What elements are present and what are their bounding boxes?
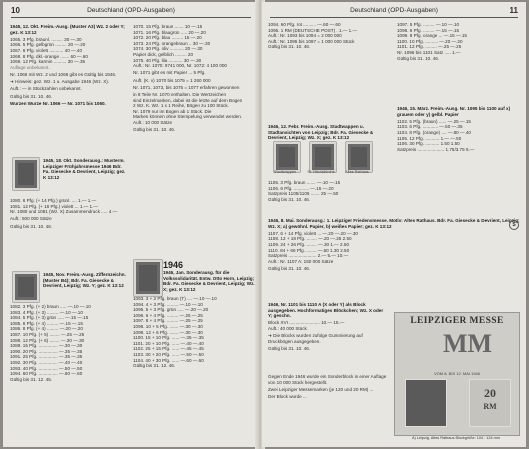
running-title: Deutschland (OPD-Ausgaben) (350, 7, 438, 14)
catalog-entry: 1106. 30 Pfg. ........... 1.50 1.50 (397, 141, 460, 147)
left-column-1 (10, 24, 128, 108)
catalog-entry: Satzpreis 1105/1106 ....... 25 —.50 (268, 191, 339, 197)
sheet-title: LEIPZIGER MESSE (410, 316, 504, 326)
sheet-dates: VOM 8. BIS 12. MAI 1946 (433, 371, 481, 376)
catalog-entry: 1100. 10 Pfg. .......... —.20 —.20 (397, 38, 463, 44)
catalog-entry: 1094. 60 Pfg. rot .......... —.60 —.60 (268, 22, 341, 27)
catalog-entry: 1082. 3 Pfg. (+ 2) braun ..... —.10 —.10 (10, 304, 91, 309)
catalog-entry: 1101. 12 Pfg. ......... —.25 —.25 (397, 44, 462, 50)
issue-heading: 1946, Nr. 1101 bis 1110 A (X oder Y) als Block ausgegeben. Hochformatiges Blöckchen; Wz. X oder Y; geschn. (268, 302, 384, 319)
stamp-image (134, 260, 162, 296)
catalog-entry: 1109. 24 + 26 Pfg. ........ —.30 1.— 2.50 (268, 241, 349, 247)
edition-note: Auft.: Nr. 1070: 9741 000, Nr. 1072: 4 100 000 (133, 63, 227, 69)
stamp-image (469, 379, 511, 427)
stamp-image (13, 272, 39, 302)
right-column-1-top (268, 22, 388, 52)
catalog-entry: 1084. 5 Pfg. (+ 3) grün ..... —.15 —.15 (10, 315, 89, 321)
catalog-entry: 1093. 40 Pfg. ............... —.50 —.50 (10, 365, 83, 371)
validity-note: Gültig bis 31. 10. 46. (133, 127, 176, 133)
catalog-entry: 1097. 8 + 4 Pfg. ......... —.25 —.25 (133, 318, 203, 324)
catalog-entry: 1094. 60 Pfg. ............... —.60 —.60 (10, 371, 83, 377)
left-page (3, 2, 259, 447)
catalog-entry: 1098. 6 Pfg. ......... —.15 —.15 (397, 27, 460, 33)
catalog-entry: 1101. 20 + 10 Pfg. ...... —.40 —.40 (133, 340, 204, 346)
note-text: Zwei Leipziger Messemarken (je 120 und 20 RM) ... (268, 386, 374, 392)
section-b (43, 272, 129, 290)
stamp-currency: RM (483, 402, 497, 411)
catalog-entry: 1097. 5 Pfg. ......... —.10 —.10 (397, 22, 460, 27)
catalog-entry: 1102. 5 Pfg. (braun) ...... —.25 —.15 (397, 118, 471, 124)
issue-heading: 1946, Jan. Sonderausg. für die Volkssolidarität. Entw. Otto Horn, Leipzig; Bdr. Fa. Giesecke & Devrient, Leipzig; Wz. X; gez. K 13:12 (163, 270, 255, 292)
validity-note: Gültig bis 31. 12. 45. (10, 376, 53, 382)
souvenir-sheet-image (394, 312, 520, 436)
edition-note: Auft.: 40 000 Stück (268, 325, 307, 331)
catalog-entry: 1094. 4 + 3 Pfg. ......... —.10 —.10 (133, 301, 203, 307)
catalog-entry: 1086. 8 Pfg. (+ 4) ......... —.20 —.20 (10, 326, 83, 332)
note-text: Nr. 1071, 1073, bis 1075 = 1077 erfahren gewonnen (133, 84, 240, 90)
running-title: Deutschland (OPD-Ausgaben) (87, 7, 175, 14)
catalog-entry: 1090. 20 Pfg. ............... —.35 —.35 (10, 348, 83, 354)
catalog-entry: 1088. 12 Pfg. (+ 6) ........ —.30 —.30 (10, 337, 85, 343)
section-c (163, 260, 255, 294)
catalog-entry: 1068. 8 Pfg. dkl.-orange ....... 60 —.60 (10, 53, 88, 59)
issue-heading: 1945, Nov. Freim.-Ausg. Ziffernzeichn. (Muster B4); Bdr. Fa. Giesecke & Devrient, Leipzig; Wz. Y; gez. K 13:12 (43, 272, 126, 289)
stamp-image (346, 142, 372, 172)
edition-note: Auft.: Nr. 1093 bis 1094 = 2 000 000 (268, 33, 342, 39)
section-e (397, 106, 521, 152)
catalog-entry: 1072. 20 Pfg. blau ......... 15 —.20 (133, 35, 202, 41)
catalog-entry: 1085. 6 Pfg. (+ 4) ......... —.15 —.15 (10, 320, 83, 326)
stamp-image (310, 142, 336, 172)
note-text: Nr. 1071 gibt es mit Papier ... 5 Pfg. (133, 70, 206, 76)
catalog-entry: Papier dick, gelblich ......... 20 (133, 51, 194, 57)
sheet-caption: A) Leipzig, Altes Rathaus Blockgröße: 104 : 124 mm (411, 436, 500, 440)
edition-note: Auft.: — in Stückzahlen unbekannt. (10, 86, 82, 92)
catalog-entry: 1089. 15 Pfg. ............... —.30 —.30 (10, 343, 83, 349)
stamp-caption: St. Nikolaikirche (307, 170, 335, 174)
catalog-entry: 1108. 12 + 18 Pfg. ........ —.20 —.25 2.50 (268, 236, 352, 242)
catalog-entry: 1096. 6 + 4 Pfg. ......... —.25 —.25 (133, 312, 203, 318)
catalog-entry: 1104. 8 Pfg. (orange) .... —.80 —.40 (397, 129, 471, 135)
catalog-entry: 1103. 6 Pfg. ............ —.50 —.35 (397, 124, 463, 130)
validity-note: Gültig bis 31. 10. 46. (268, 44, 311, 50)
section-d (268, 124, 392, 142)
catalog-entry: Nr. 1096 bis 1101 Satz ..... 1.— (397, 49, 461, 55)
catalog-entry: 1095. 1 RM (DEUTSCHE POST) . 1.— 1.— (268, 27, 358, 33)
note-text: Gegen Ende 1946 wurde ein Sonderblock in einer Auflage von 10 000 Stück hergestellt. (268, 374, 387, 385)
catalog-entry: 1110. 84 + 66 Pfg. ........ —.60 1.30 2.50 (268, 247, 350, 253)
section-a (43, 158, 129, 182)
catalog-entry: Block XVI ........................ 10.— 15.— (268, 320, 345, 326)
catalog-entry: 1069. 12 Pfg. karmin .......... 30 —.35 (10, 59, 86, 65)
right-column-2-top (397, 22, 521, 63)
left-page-header (11, 5, 251, 18)
edition-note: Auft.: Nr. 1107 A: 150 000 Sätze (268, 258, 334, 264)
edition-note: Auft. (K. v) 1070 bis 1075 = 1 260 000 (133, 77, 211, 83)
validity-note: Gültig bis 31. 12. 46. (133, 363, 176, 369)
catalog-entry: 1104. 40 + 30 Pfg. ...... —.60 —.60 (133, 357, 204, 363)
section-f (268, 218, 520, 273)
catalog-entry: 1066. 5 Pfg. gelbgrün ......... 20 —.20 (10, 42, 86, 48)
note-text: Nr. 1080 und 1081 (Wz. X) Zusammendruck ..... 4.— (10, 209, 118, 215)
catalog-entry: 1103. 30 + 20 Pfg. ...... —.50 —.50 (133, 351, 204, 357)
stamp-caption: Stadtwappen (273, 170, 297, 174)
catalog-entry: Satzpreis ..................... 1.75/3.75 5.— (397, 146, 475, 152)
section-b-rows (10, 304, 130, 384)
note-text: Marken können ohne Stempelung verwendet werden. (133, 114, 243, 120)
catalog-entry: 1074. 30 Pfg. oliv ........... 20 —.30 (133, 46, 203, 52)
note-text: Nr. 1079 nur im Bogen ab 1 Stück. Die (133, 108, 212, 114)
edition-note: Auflage unbekannt. (10, 64, 50, 70)
right-page (262, 2, 526, 447)
edition-note: Auft.: 10 000 Sätze (133, 119, 173, 125)
catalog-entry: 1075. 40 Pfg. lila ........... 30 —.30 (133, 57, 202, 63)
catalog-entry: 1099. 8 Pfg. orange ... —.15 —.15 (397, 33, 467, 39)
section-a-rows (10, 198, 130, 231)
page-number: 10 (11, 6, 20, 15)
page-number: 11 (509, 6, 518, 15)
section-seal: S (509, 220, 519, 230)
validity-note: Gültig bis 31. 10. 46. (268, 265, 311, 271)
issue-heading: 1946, 8. Mai. Sonderausg.: 1. Leipziger Friedensmesse. Motiv: Altes Rathaus. Bdr. Fa. Giesecke & Devrient, Leipzig; Wz. X; a) gewöhnl. Papier, b) weißes Papier; gez. K 13:12 (268, 218, 520, 229)
catalog-entry: 1073. 24 Pfg. orangebraun .. 30 —.30 (133, 40, 211, 46)
validity-note: Gültig bis 31. 10. 46. (268, 345, 311, 351)
issue-heading: 1946, 15. März. Freim.-Ausg. Nr. 1095 bis 1100 auf x) grauem oder y) gelbl. Papier (397, 106, 511, 117)
note-text: Der Block wurde ... (268, 393, 307, 399)
section-h (268, 374, 388, 401)
stamp-image (274, 142, 300, 172)
stamp-value: 20 (484, 386, 496, 400)
note-text: 2 Wz. K. Wz. 1 x 1 Reihe, Bögen zu 100 Stück. (133, 103, 230, 109)
issue-heading: Wurzen Wurze Nr. 1066 — Nr. 1071 bis 1060. (10, 100, 106, 106)
note-text: Nr. 1066 mit Wz. 2 und 1068 gibt es Gültig bis 1946. (10, 71, 117, 77)
catalog-entry: 1098. 10 + 5 Pfg. ....... —.30 —.30 (133, 323, 203, 329)
issue-heading: 1945, 12. Okt. Freim.-Ausg. (Muster A3) Wz. 2 oder Y; gez. K 13:12 (10, 24, 125, 35)
catalog-entry: 1105. 3 Pfg. braun ....... —.10 —.15 (268, 180, 341, 185)
catalog-entry: 1093. 3 + 2 Pfg. braun (T) .... —.10 —.10 (133, 296, 217, 301)
validity-note: Gültig bis 31. 10. 46. (10, 93, 53, 99)
hint-text: ➜ Die Blocks wurden zufolge Gummierung auf Druckbögen ausgegeben. (268, 333, 363, 344)
catalog-entry: 1071. 16 Pfg. blaugrün ..... 20 —.20 (133, 29, 206, 35)
catalog-entry: 1107. 6 + 14 Pfg. violett ... —.20 —.20 —.30 (268, 230, 358, 236)
section-c-rows (133, 296, 255, 370)
catalog-entry: 1105. 12 Pfg. ........... 1.— —.50 (397, 135, 462, 141)
note-text: in 8 Teile Nr. 1070 enthalten. Die Wertzeichen (133, 91, 227, 97)
validity-note: Gültig bis 31. 10. 46. (268, 196, 311, 202)
catalog-entry: 1091. 25 Pfg. ............... —.35 —.35 (10, 354, 83, 360)
catalog-entry: 1102. 25 + 15 Pfg. ...... —.45 —.45 (133, 346, 204, 352)
catalog-entry: 1099. 12 + 6 Pfg. ....... —.30 —.30 (133, 329, 203, 335)
catalog-entry: 1100. 15 + 10 Pfg. ...... —.35 —.35 (133, 335, 204, 341)
catalog-entry: 1087. 10 Pfg. (+ 5) ........ —.25 —.25 (10, 331, 85, 337)
section-d-rows (268, 180, 392, 204)
catalog-entry: 1067. 6 Pfg. violett ........... 40 —.40 (10, 47, 83, 53)
catalog-entry: 1080. 6 Pfg. (+ 14 Pfg.) grünl. .... 1.— 1.— (10, 198, 97, 203)
catalog-entry: 1083. 4 Pfg. (+ 3) ......... —.10 —.10 (10, 309, 83, 315)
catalog-entry: Satzpreis ...................... 2.— 5.— 10.— (268, 253, 349, 259)
catalog-entry: 1095. 5 + 3 Pfg. grün ..... —.20 —.20 (133, 307, 209, 313)
issue-heading: 1946, 12. Febr. Freim.-Ausg. Stadtwappen u. Stadtansichten von Leipzig; Bdr. Fa. Giesecke & Devrient, Leipzig; Wz. X; gez. K 13:12 (268, 124, 374, 141)
stamp-caption: Altes Rathaus (345, 170, 369, 174)
stamp-image (405, 379, 447, 427)
hint-text: ➜ Hinweis: gez. Wz. 1 u. Ausgabe 1946 (Wz. X). (10, 79, 110, 85)
catalog-entry: 1092. 30 Pfg. ............... —.40 —.40 (10, 359, 83, 365)
validity-note: Gültig bis 31. 10. 46. (10, 223, 53, 229)
edition-note: Auft.: 500 000 Sätze (10, 216, 52, 222)
catalog-entry: 1065. 3 Pfg. bräunl. ......... 30 —.30 (10, 36, 82, 42)
issue-heading: 1945, 18. Okt. Sonderausg.: Musterm. Leipziger Frühjahrsmesse 1946 Bdr. Fa. Giesecke & Devrient, Leipzig; gez. K 13:12 (43, 158, 126, 180)
left-column-2 (133, 24, 253, 134)
edition-note: Auft.: Nr. 1095 bis 1097 = 1 000 000 Stück (268, 38, 355, 44)
messe-emblem-icon: MM (443, 329, 493, 358)
year-heading: 1946 (163, 260, 184, 270)
section-g (268, 302, 388, 353)
note-text: sind Einzelmarken, dabei ist die letzte auf dem Bogen (133, 97, 243, 103)
catalog-entry: 1081. 12 Pfg. (+ 18 Pfg.) violett ... 1.— 1.— (10, 203, 98, 209)
catalog-entry: 1106. 6 Pfg. ............ —.15 —.20 (268, 185, 334, 191)
stamp-image (13, 158, 39, 190)
catalog-entry: 1070. 15 Pfg. braun ....... 10 —.15 (133, 24, 203, 29)
right-page-header (270, 5, 518, 18)
validity-note: Gültig bis 31. 10. 46. (397, 55, 440, 61)
